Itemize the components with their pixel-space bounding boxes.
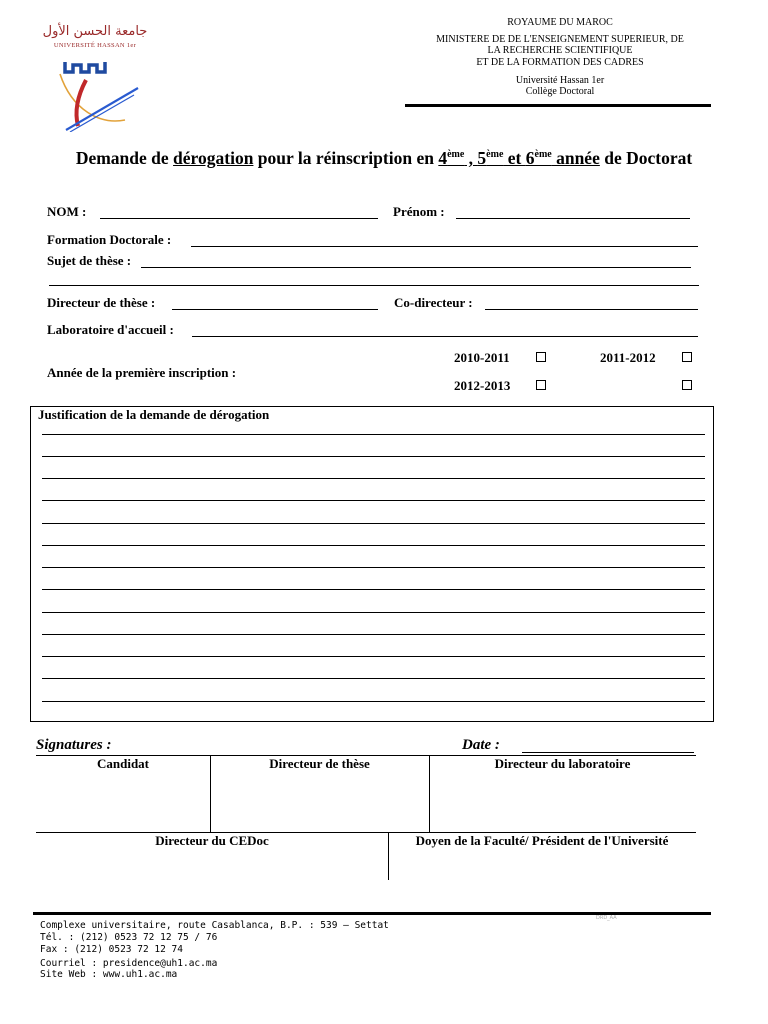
justification-box — [30, 406, 714, 722]
ministere-line-2: LA RECHERCHE SCIENTIFIQUE — [487, 45, 633, 56]
justification-line[interactable] — [42, 678, 705, 679]
directeur-field[interactable] — [172, 309, 378, 310]
justification-line[interactable] — [42, 567, 705, 568]
justification-line[interactable] — [42, 478, 705, 479]
title-derogation: dérogation — [173, 148, 254, 168]
title-sup: ème — [486, 149, 504, 161]
footer-tel: Tél. : (212) 0523 72 12 75 / 76 — [40, 932, 218, 943]
nom-field[interactable] — [100, 218, 378, 219]
footer-courriel: Courriel : presidence@uh1.ac.ma — [40, 958, 218, 969]
header-rule — [405, 104, 711, 107]
title-sep: et — [503, 148, 526, 168]
codirecteur-field[interactable] — [485, 309, 698, 310]
logo-emblem-icon — [30, 50, 155, 132]
justification-line[interactable] — [42, 500, 705, 501]
year-2012-label: 2012-2013 — [454, 378, 511, 393]
title-annee: année — [551, 148, 600, 168]
codirecteur-label: Co-directeur : — [394, 295, 473, 310]
justification-line[interactable] — [42, 634, 705, 635]
title-part: pour la réinscription en — [253, 148, 439, 168]
laboratoire-label: Laboratoire d'accueil : — [47, 322, 174, 337]
universite-line: Université Hassan 1er — [515, 75, 605, 86]
document-code: DRD_AA — [596, 915, 617, 921]
title-part: de Doctorat — [599, 148, 693, 168]
candidat-header: Candidat — [96, 756, 150, 771]
directeur-these-signature-area[interactable] — [211, 772, 429, 832]
sujet-field-line2[interactable] — [49, 285, 699, 286]
directeur-label: Directeur de thèse : — [47, 295, 156, 310]
year-2010-checkbox[interactable] — [536, 352, 546, 362]
directeur-these-header: Directeur de thèse — [269, 756, 370, 771]
ministere-line-3: ET DE LA FORMATION DES CADRES — [476, 57, 644, 68]
prenom-label: Prénom : — [393, 204, 445, 219]
sujet-label: Sujet de thèse : — [47, 253, 132, 268]
directeur-cedoc-header: Directeur du CEDoc — [155, 833, 269, 848]
year-2010-label: 2010-2011 — [454, 350, 510, 365]
ministere-line-1: MINISTERE DE DE L'ENSEIGNEMENT SUPERIEUR, DE — [436, 34, 684, 45]
directeur-cedoc-signature-area[interactable] — [36, 850, 388, 880]
year-other-checkbox[interactable] — [682, 380, 692, 390]
justification-line[interactable] — [42, 434, 705, 435]
title-num4: 4 — [438, 148, 448, 168]
nom-label: NOM : — [47, 204, 87, 219]
footer-address: Complexe universitaire, route Casablanca, B.P. : 539 – Settat — [40, 920, 389, 931]
justification-line[interactable] — [42, 589, 705, 590]
laboratoire-field[interactable] — [192, 336, 698, 337]
candidat-signature-area[interactable] — [36, 772, 210, 832]
university-logo — [30, 12, 155, 130]
sujet-field[interactable] — [141, 267, 691, 268]
annee-label: Année de la première inscription : — [47, 365, 237, 380]
justification-line[interactable] — [42, 656, 705, 657]
year-2012-checkbox[interactable] — [536, 380, 546, 390]
title-sup: ème — [534, 149, 552, 161]
title-sep: , — [464, 148, 478, 168]
directeur-labo-header: Directeur du laboratoire — [494, 756, 631, 771]
signatures-label: Signatures : — [36, 737, 112, 753]
justification-label: Justification de la demande de dérogation — [38, 407, 270, 422]
date-label: Date : — [462, 737, 500, 753]
footer-site: Site Web : www.uh1.ac.ma — [40, 969, 178, 980]
logo-latin-text: UNIVERSITÉ HASSAN 1er — [53, 42, 137, 49]
date-field[interactable] — [522, 752, 694, 753]
justification-line[interactable] — [42, 456, 705, 457]
college-line: Collège Doctoral — [525, 86, 595, 97]
year-2011-label: 2011-2012 — [600, 350, 656, 365]
title-num6: 6 — [525, 148, 535, 168]
royaume-line: ROYAUME DU MAROC — [507, 17, 613, 28]
footer-fax: Fax : (212) 0523 72 12 74 — [40, 944, 183, 955]
title-sup: ème — [447, 149, 465, 161]
justification-line[interactable] — [42, 523, 705, 524]
justification-line[interactable] — [42, 701, 705, 702]
justification-line[interactable] — [42, 612, 705, 613]
formation-label: Formation Doctorale : — [47, 232, 172, 247]
doyen-header: Doyen de la Faculté/ Président de l'Université — [415, 833, 669, 848]
doyen-signature-area[interactable] — [389, 850, 696, 880]
prenom-field[interactable] — [456, 218, 690, 219]
directeur-labo-signature-area[interactable] — [430, 772, 696, 832]
logo-arabic-text: جامعة الحسن الأول — [42, 24, 148, 39]
formation-field[interactable] — [191, 246, 698, 247]
title-part: Demande de — [75, 148, 174, 168]
form-title — [0, 148, 768, 169]
justification-line[interactable] — [42, 545, 705, 546]
year-2011-checkbox[interactable] — [682, 352, 692, 362]
title-num5: 5 — [477, 148, 487, 168]
